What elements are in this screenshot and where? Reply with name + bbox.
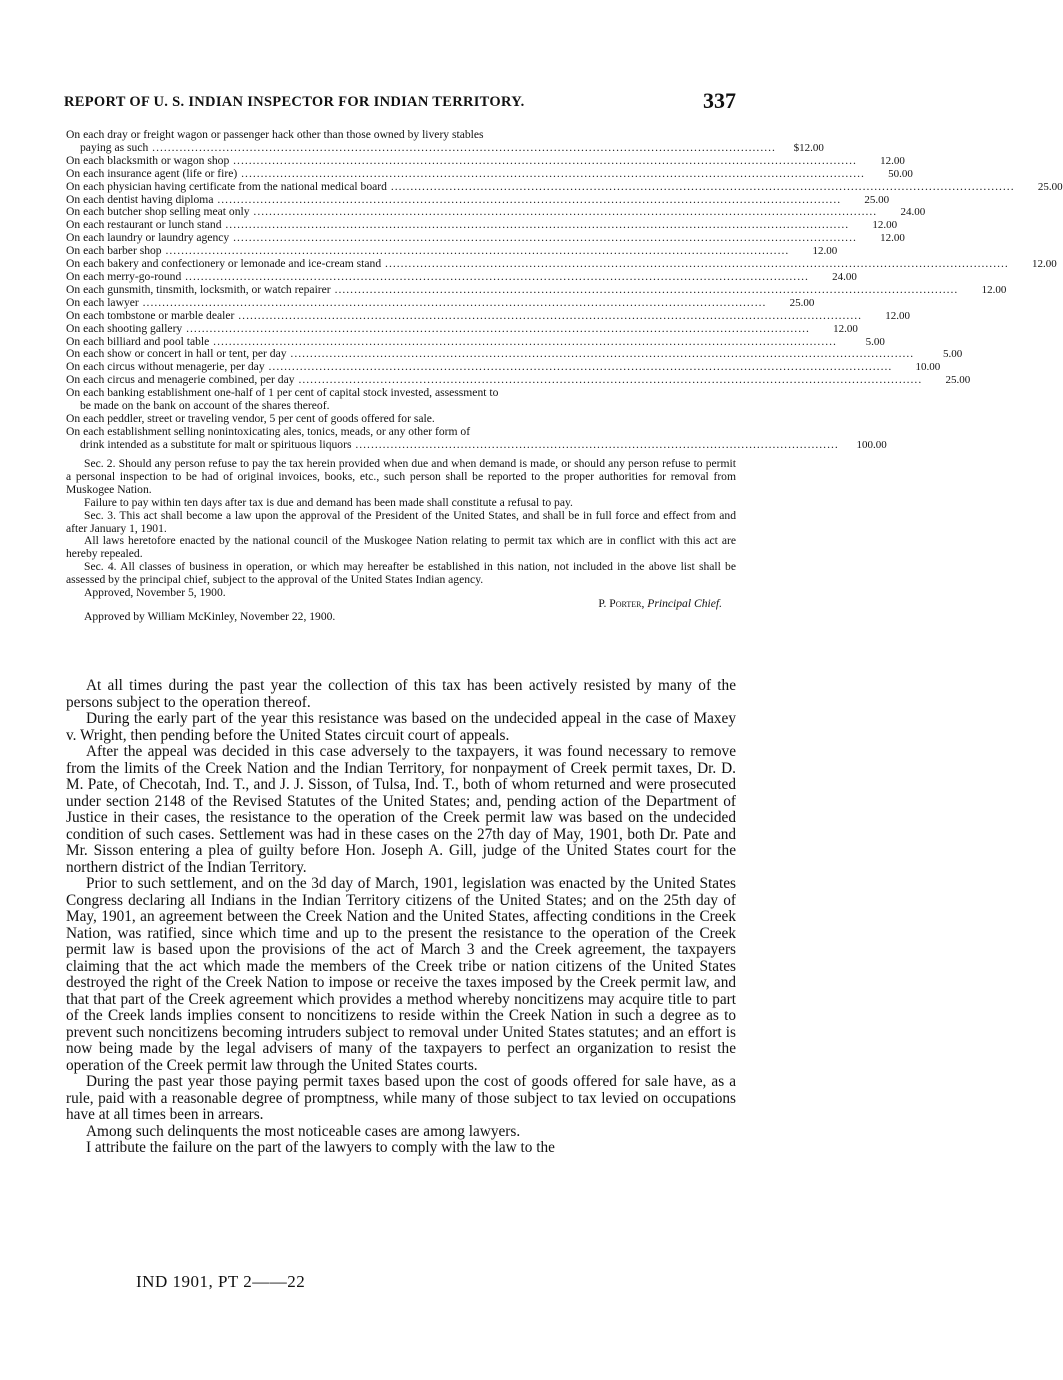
page-number: 337 <box>703 88 736 113</box>
tax-desc: On each insurance agent (life or fire) ................................................................................................................................................................ <box>66 166 865 180</box>
tax-desc: paying as such ................................................................................................................................................................ <box>80 140 776 154</box>
tax-desc: On each peddler, street or traveling vendor, 5 per cent of goods offered for sale. <box>66 411 435 425</box>
tax-amount: 25.00 <box>945 374 971 387</box>
tax-amount: 12.00 <box>833 322 858 335</box>
signature-mark <box>136 1272 305 1292</box>
signature-text: IND 1901, PT 2——22 <box>136 1272 306 1291</box>
tax-amount: 100.00 <box>856 438 887 451</box>
tax-desc: On each blacksmith or wagon shop ................................................................................................................................................................ <box>66 153 857 167</box>
tax-rows <box>66 128 1063 387</box>
signer-name: P. Porter, <box>598 596 645 610</box>
presidential-approval: Approved by William McKinley, November 22, 1900. <box>84 609 336 623</box>
tax-amount: 10.00 <box>915 361 941 374</box>
tax-row-nonintox-cont <box>66 437 887 452</box>
tax-amount: $12.00 <box>793 141 824 154</box>
tax-amount: 5.00 <box>865 335 885 348</box>
tax-desc: drink intended as a substitute for malt or spirituous liquors ............................................................................................................................ <box>80 437 839 451</box>
tax-amount: 12.00 <box>981 283 1007 296</box>
tax-desc: On each gunsmith, tinsmith, locksmith, or watch repairer ................................................................................................................................................................ <box>66 282 959 296</box>
tax-amount: 12.00 <box>812 245 838 258</box>
body-paragraph: At all times during the past year the collection of this tax has been actively resisted by many of the persons subject to the operation thereof. <box>66 677 736 711</box>
tax-desc: On each banking establishment one-half of 1 per cent of capital stock invested, assessment to <box>66 386 499 400</box>
tax-amount: 12.00 <box>885 309 911 322</box>
body-paragraph: After the appeal was decided in this case adversely to the taxpayers, it was found necessary to remove from the limits of the Creek Nation and the Indian Territory, for nonpayment of Creek permit taxes, Dr. D. M. Pate, of Checotah, Ind. T., and J. J. Sisson, of Tulsa, Ind. T., both of whom returned and were prosecuted under section 2148 of the Revised Statutes of the United States; and, pending action of the Department of Justice in their cases, the resistance to the operation of the Creek permit law was based on the undecided condition of such cases. Settlement was had in these cases on the 27th day of May, 1901, both Dr. Pate and Mr. Sisson entering a plea of guilty before Hon. Joseph A. Gill, judge of the United States court for the northern district of the Indian Territory. <box>66 743 736 876</box>
body-paragraph: During the early part of the year this resistance was based on the undecided appeal in the case of Maxey v. Wright, then pending before the United States circuit court of appeals. <box>66 710 736 744</box>
tax-amount: 24.00 <box>832 270 857 283</box>
failure-clause: Failure to pay within ten days after tax is due and demand has been made shall constitute a refusal to pay. <box>84 495 573 509</box>
body-paragraph: Among such delinquents the most noticeable cases are among lawyers. <box>86 1122 521 1140</box>
body-paragraph: During the past year those paying permit taxes based upon the cost of goods offered for sale have, as a rule, paid with a reasonable degree of promptness, while many of those subject to tax levied on occupations have at all times been in arrears. <box>66 1073 736 1123</box>
section-2: Sec. 2. Should any person refuse to pay the tax herein provided when due and when demand is made, or should any person refuse to permit a personal inspection to be had of original invoices, books, etc., such person shall be reported to the proper authorities for removal from Muskogee Nation. <box>66 457 736 496</box>
body-paragraph: I attribute the failure on the part of the lawyers to comply with the law to the <box>86 1139 555 1156</box>
body-paragraph: Prior to such settlement, and on the 3d day of March, 1901, legislation was enacted by the United States Congress declaring all Indians in the Indian Territory citizens of the United States; and on the 25th day of May, 1901, an agreement between the Creek Nation and the United States, affecting conditions in the Creek Nation, was ratified, since which time and up to the present the resistance to the operation of the Creek permit law is based upon the provisions of the act of March 3 and the Creek agreement, the taxpayers claiming that the act which made the members of the Creek tribe or nation citizens of the United States destroyed the right of the Creek Nation to impose or receive the taxes imposed by the Creek permit law, and that that part of the Creek agreement which provides a method whereby noncitizens may acquire title to part of the Creek lands implies consent to noncitizens to reside within the Creek Nation in such a degree as to prevent such noncitizens becoming intruders subject to removal under United States statutes; and an effort is now being made by the legal advisers of many of the taxpayers to perfect an organization to resist the operation of the Creek permit law through the United States courts. <box>66 875 736 1074</box>
tax-desc: On each merry-go-round ................................................................................................................................................................ <box>66 269 809 283</box>
tax-desc: On each shooting gallery ................................................................................................................................................................ <box>66 321 810 335</box>
approval-date: Approved, November 5, 1900. <box>84 586 226 600</box>
report-title: REPORT OF U. S. INDIAN INSPECTOR FOR INDIAN TERRITORY. <box>64 94 525 110</box>
tax-desc: On each laundry or laundry agency ................................................................................................................................................................ <box>66 231 857 245</box>
tax-desc: On each tombstone or marble dealer ................................................................................................................................................................ <box>66 308 863 322</box>
tax-desc: On each show or concert in hall or tent, per day ................................................................................................................................................................ <box>66 347 915 361</box>
repeal-clause: All laws heretofore enacted by the national council of the Muskogee Nation relating to permit tax which are in conflict with this act are hereby repealed. <box>66 534 736 561</box>
act-sections <box>66 458 736 624</box>
tax-desc: On each circus and menagerie combined, per day ................................................................................................................................................................ <box>66 373 923 387</box>
tax-desc: On each physician having certificate from the national medical board ................................................................................................................................................................ <box>66 179 1015 193</box>
tax-desc: On each establishment selling nonintoxicating ales, tonics, meads, or any other form of <box>66 424 471 438</box>
tax-amount: 25.00 <box>789 296 815 309</box>
report-body <box>66 678 736 1157</box>
tax-amount: 12.00 <box>872 219 898 232</box>
tax-desc: On each bakery and confectionery or lemonade and ice-cream stand ................................................................................................................................................................ <box>66 257 1009 271</box>
tax-desc: On each billiard and pool table ................................................................................................................................................................ <box>66 334 837 348</box>
signer-role: Principal Chief. <box>647 596 722 610</box>
tax-desc: On each barber shop ................................................................................................................................................................ <box>66 244 790 258</box>
tax-amount: 5.00 <box>942 348 963 361</box>
tax-amount: 25.00 <box>1037 180 1063 193</box>
tax-row-peddler <box>66 413 736 426</box>
tax-amount: 12.00 <box>880 154 905 167</box>
running-header <box>64 86 736 114</box>
tax-amount: 12.00 <box>880 232 905 245</box>
tax-amount: 24.00 <box>900 206 926 219</box>
tax-desc: be made on the bank on account of the shares thereof. <box>80 399 330 413</box>
tax-desc: On each lawyer ................................................................................................................................................................ <box>66 295 767 309</box>
tax-amount: 12.00 <box>1032 258 1057 271</box>
tax-amount: 25.00 <box>864 193 890 206</box>
section-3: Sec. 3. This act shall become a law upon the approval of the President of the United States, and shall be in full force and effect from and after January 1, 1901. <box>66 508 736 535</box>
tax-desc: On each circus without menagerie, per day ................................................................................................................................................................ <box>66 360 893 374</box>
section-4: Sec. 4. All classes of business in operation, or which may hereafter be established in this nation, not included in the above list shall be assessed by the principal chief, subject to the approval of the United States Indian agency. <box>66 560 736 587</box>
tax-row-banking-cont <box>66 400 736 413</box>
tax-desc: On each butcher shop selling meat only ................................................................................................................................................................ <box>66 205 878 219</box>
tax-desc: On each dentist having diploma ................................................................................................................................................................ <box>66 192 842 206</box>
tax-amount: 50.00 <box>888 167 913 180</box>
tax-desc: On each restaurant or lunch stand ................................................................................................................................................................ <box>66 218 850 232</box>
tax-schedule <box>66 128 1063 452</box>
tax-desc: On each dray or freight wagon or passenger hack other than those owned by livery stables <box>66 128 484 141</box>
